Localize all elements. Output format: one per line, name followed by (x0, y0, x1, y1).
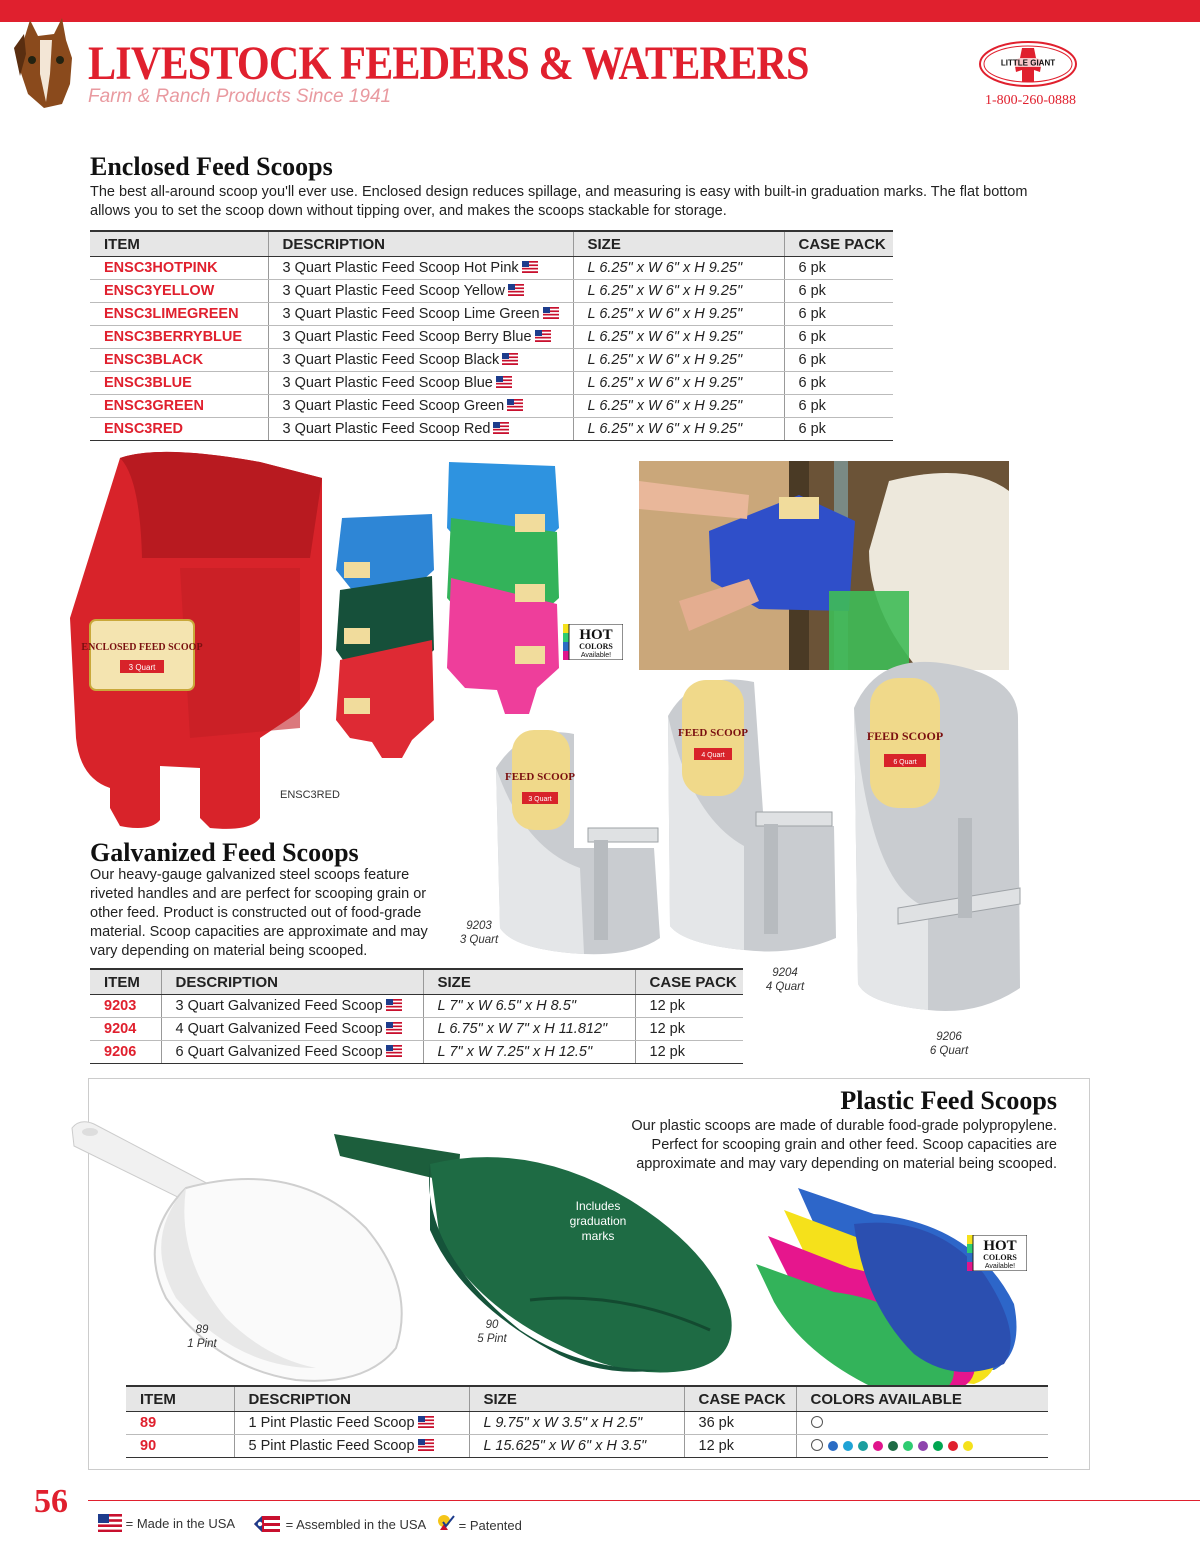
galv-caption-9204: 9204 4 Quart (765, 967, 805, 993)
legend-assembled-usa: = Assembled in the USA (252, 1514, 426, 1534)
item-case-pack: 36 pk (684, 1412, 796, 1435)
hot-badge-line2: COLORS (983, 1253, 1017, 1262)
made-in-usa-icon (386, 1022, 402, 1034)
item-case-pack: 6 pk (784, 257, 893, 280)
galvanized-scoop-9204-image (664, 676, 844, 952)
item-size: L 6.25" x W 6" x H 9.25" (573, 326, 784, 349)
made-in-usa-icon (535, 330, 551, 342)
graduation-marks-callout: Includes graduation marks (569, 1199, 627, 1243)
item-size: L 7" x W 7.25" x H 12.5" (423, 1041, 635, 1064)
item-size: L 9.75" x W 3.5" x H 2.5" (469, 1412, 684, 1435)
item-size: L 6.25" x W 6" x H 9.25" (573, 280, 784, 303)
item-description: 3 Quart Plastic Feed Scoop Lime Green (268, 303, 573, 326)
made-in-usa-icon (386, 1045, 402, 1057)
table-header-row (90, 969, 743, 995)
item-case-pack: 6 pk (784, 395, 893, 418)
hot-badge-line3: Available! (580, 652, 612, 659)
table-row (90, 372, 893, 395)
column-header: DESCRIPTION (234, 1386, 469, 1412)
enclosed-image-caption: ENSC3RED (280, 789, 340, 801)
made-in-usa-icon (502, 353, 518, 365)
table-row (90, 995, 743, 1018)
item-size: L 6.25" x W 6" x H 9.25" (573, 349, 784, 372)
plastic-caption-90: 90 5 Pint (477, 1319, 507, 1345)
color-swatch (903, 1441, 913, 1451)
table-header-row (90, 231, 893, 257)
table-row (90, 1018, 743, 1041)
table-row (90, 395, 893, 418)
column-header: DESCRIPTION (161, 969, 423, 995)
item-description: 3 Quart Plastic Feed Scoop Hot Pink (268, 257, 573, 280)
galv-label-text: FEED SCOOP (505, 771, 575, 783)
item-case-pack: 6 pk (784, 418, 893, 441)
table-row (90, 303, 893, 326)
product-label-size: 3 Quart (128, 663, 156, 672)
made-in-usa-icon (496, 376, 512, 388)
table-row (90, 418, 893, 441)
hot-badge-line2: COLORS (579, 642, 613, 651)
color-swatch (811, 1416, 823, 1428)
item-code[interactable]: ENSC3BLACK (90, 349, 268, 372)
colors-available (796, 1412, 1048, 1435)
table-row (90, 326, 893, 349)
item-size: L 6.25" x W 6" x H 9.25" (573, 257, 784, 280)
page-title: LIVESTOCK FEEDERS & WATERERS (88, 37, 809, 90)
table-row (90, 257, 893, 280)
made-in-usa-icon (493, 422, 509, 434)
table-row (90, 349, 893, 372)
item-case-pack: 6 pk (784, 372, 893, 395)
table-row (126, 1435, 1048, 1458)
made-in-usa-icon (418, 1416, 434, 1428)
item-code[interactable]: 90 (126, 1435, 234, 1458)
product-label-text: ENCLOSED FEED SCOOP (81, 642, 203, 653)
stacked-scoops-image-1 (332, 510, 440, 760)
item-size: L 15.625" x W 6" x H 3.5" (469, 1435, 684, 1458)
item-code[interactable]: ENSC3GREEN (90, 395, 268, 418)
item-description: 3 Quart Plastic Feed Scoop Yellow (268, 280, 573, 303)
made-in-usa-icon (418, 1439, 434, 1451)
table-row (90, 280, 893, 303)
item-description: 3 Quart Plastic Feed Scoop Red (268, 418, 573, 441)
column-header: SIZE (469, 1386, 684, 1412)
color-swatch (918, 1441, 928, 1451)
assembled-usa-icon (252, 1514, 282, 1534)
item-code[interactable]: ENSC3YELLOW (90, 280, 268, 303)
item-code[interactable]: ENSC3RED (90, 418, 268, 441)
column-header: ITEM (90, 969, 161, 995)
galvanized-spec-table (90, 968, 743, 1064)
item-code[interactable]: ENSC3HOTPINK (90, 257, 268, 280)
column-header: SIZE (423, 969, 635, 995)
phone-number: 1-800-260-0888 (985, 93, 1076, 108)
item-case-pack: 6 pk (784, 349, 893, 372)
table-row (126, 1412, 1048, 1435)
color-swatch (948, 1441, 958, 1451)
item-code[interactable]: ENSC3BERRYBLUE (90, 326, 268, 349)
item-case-pack: 6 pk (784, 303, 893, 326)
galv-label-size: 6 Quart (893, 759, 917, 766)
color-swatch (828, 1441, 838, 1451)
item-code[interactable]: 9206 (90, 1041, 161, 1064)
plastic-scoops-colors-image (754, 1184, 1030, 1394)
galv-caption-9206: 9206 6 Quart (929, 1031, 969, 1057)
enclosed-section-description: The best all-around scoop you'll ever use. Enclosed design reduces spillage, and measuring is easy with built-in graduation marks. The flat bottom allows you to set the scoop down without tipping over, and makes the scoops stackable for storage. (90, 184, 1028, 219)
item-code[interactable]: 9203 (90, 995, 161, 1018)
plastic-spec-table (126, 1385, 1048, 1458)
horse-head-icon (10, 14, 80, 110)
made-in-usa-icon (508, 284, 524, 296)
page-subtitle: Farm & Ranch Products Since 1941 (88, 86, 392, 107)
made-in-usa-icon (386, 999, 402, 1011)
plastic-scoop-90-image (330, 1130, 760, 1380)
column-header: CASE PACK (684, 1386, 796, 1412)
item-size: L 6.25" x W 6" x H 9.25" (573, 303, 784, 326)
plastic-section-title: Plastic Feed Scoops (840, 1086, 1057, 1115)
made-in-usa-icon (543, 307, 559, 319)
column-header: ITEM (90, 231, 268, 257)
item-case-pack: 12 pk (635, 995, 743, 1018)
color-swatch (933, 1441, 943, 1451)
plastic-caption-89: 89 1 Pint (187, 1324, 217, 1350)
item-description: 5 Pint Plastic Feed Scoop (234, 1435, 469, 1458)
hot-colors-badge (563, 624, 623, 660)
logo-text: LITTLE GIANT (1000, 58, 1056, 68)
page-number: 56 (34, 1483, 68, 1520)
column-header: DESCRIPTION (268, 231, 573, 257)
item-description: 3 Quart Galvanized Feed Scoop (161, 995, 423, 1018)
item-size: L 6.25" x W 6" x H 9.25" (573, 418, 784, 441)
item-size: L 6.25" x W 6" x H 9.25" (573, 372, 784, 395)
column-header: ITEM (126, 1386, 234, 1412)
patented-icon (437, 1514, 455, 1534)
item-size: L 7" x W 6.5" x H 8.5" (423, 995, 635, 1018)
item-size: L 6.75" x W 7" x H 11.812" (423, 1018, 635, 1041)
made-in-usa-icon (507, 399, 523, 411)
hot-badge-line1: HOT (579, 627, 613, 643)
made-in-usa-icon (522, 261, 538, 273)
little-giant-logo (978, 40, 1078, 88)
item-description: 3 Quart Plastic Feed Scoop Black (268, 349, 573, 372)
stacked-scoops-image-2 (445, 458, 563, 720)
item-case-pack: 12 pk (684, 1435, 796, 1458)
column-header: COLORS AVAILABLE (796, 1386, 1048, 1412)
galv-caption-9203: 9203 3 Quart (459, 920, 499, 946)
item-case-pack: 6 pk (784, 280, 893, 303)
color-swatch (843, 1441, 853, 1451)
color-swatch (873, 1441, 883, 1451)
item-case-pack: 6 pk (784, 326, 893, 349)
galv-label-size: 4 Quart (701, 752, 725, 759)
enclosed-section-title: Enclosed Feed Scoops (90, 152, 333, 181)
item-code[interactable]: ENSC3BLUE (90, 372, 268, 395)
item-code[interactable]: ENSC3LIMEGREEN (90, 303, 268, 326)
item-description: 3 Quart Plastic Feed Scoop Blue (268, 372, 573, 395)
top-red-bar (0, 0, 1200, 22)
legend-made-usa: = Made in the USA (98, 1514, 235, 1532)
plastic-section-description: Our plastic scoops are made of durable food-grade polypropylene. Perfect for scooping grain and other feed. Scoop capacities are approximate and may vary depending on material being scooped. (631, 1118, 1057, 1172)
galv-label-text: FEED SCOOP (678, 727, 748, 739)
item-code[interactable]: 9204 (90, 1018, 161, 1041)
galvanized-section-title: Galvanized Feed Scoops (90, 838, 359, 867)
item-code[interactable]: 89 (126, 1412, 234, 1435)
table-row (90, 1041, 743, 1064)
footer-divider (88, 1500, 1200, 1501)
column-header: CASE PACK (635, 969, 743, 995)
item-case-pack: 12 pk (635, 1041, 743, 1064)
usa-flag-icon (98, 1514, 122, 1532)
item-size: L 6.25" x W 6" x H 9.25" (573, 395, 784, 418)
item-description: 3 Quart Plastic Feed Scoop Green (268, 395, 573, 418)
item-description: 3 Quart Plastic Feed Scoop Berry Blue (268, 326, 573, 349)
hot-badge-line1: HOT (983, 1238, 1017, 1254)
color-swatch (858, 1441, 868, 1451)
column-header: SIZE (573, 231, 784, 257)
item-case-pack: 12 pk (635, 1018, 743, 1041)
colors-available (796, 1435, 1048, 1458)
item-description: 4 Quart Galvanized Feed Scoop (161, 1018, 423, 1041)
color-swatch (963, 1441, 973, 1451)
galvanized-section-description: Our heavy-gauge galvanized steel scoops feature riveted handles and are perfect for scooping grain or other feed. Product is constructed out of food-grade material. Scoop capacities are approximate and may vary depending on material being scooped. (90, 867, 428, 959)
item-description: 1 Pint Plastic Feed Scoop (234, 1412, 469, 1435)
color-swatch (811, 1439, 823, 1451)
legend-patented: = Patented (437, 1514, 522, 1534)
galv-label-text: FEED SCOOP (866, 729, 944, 743)
table-header-row (126, 1386, 1048, 1412)
horse-feeding-photo (639, 461, 1009, 670)
item-description: 6 Quart Galvanized Feed Scoop (161, 1041, 423, 1064)
color-swatch (888, 1441, 898, 1451)
enclosed-scoop-red-image (60, 448, 330, 833)
hot-colors-badge (967, 1235, 1027, 1271)
hot-badge-line3: Available! (984, 1263, 1016, 1270)
galvanized-scoop-9206-image (848, 658, 1026, 1014)
enclosed-spec-table (90, 230, 893, 441)
column-header: CASE PACK (784, 231, 893, 257)
galv-label-size: 3 Quart (528, 796, 552, 803)
